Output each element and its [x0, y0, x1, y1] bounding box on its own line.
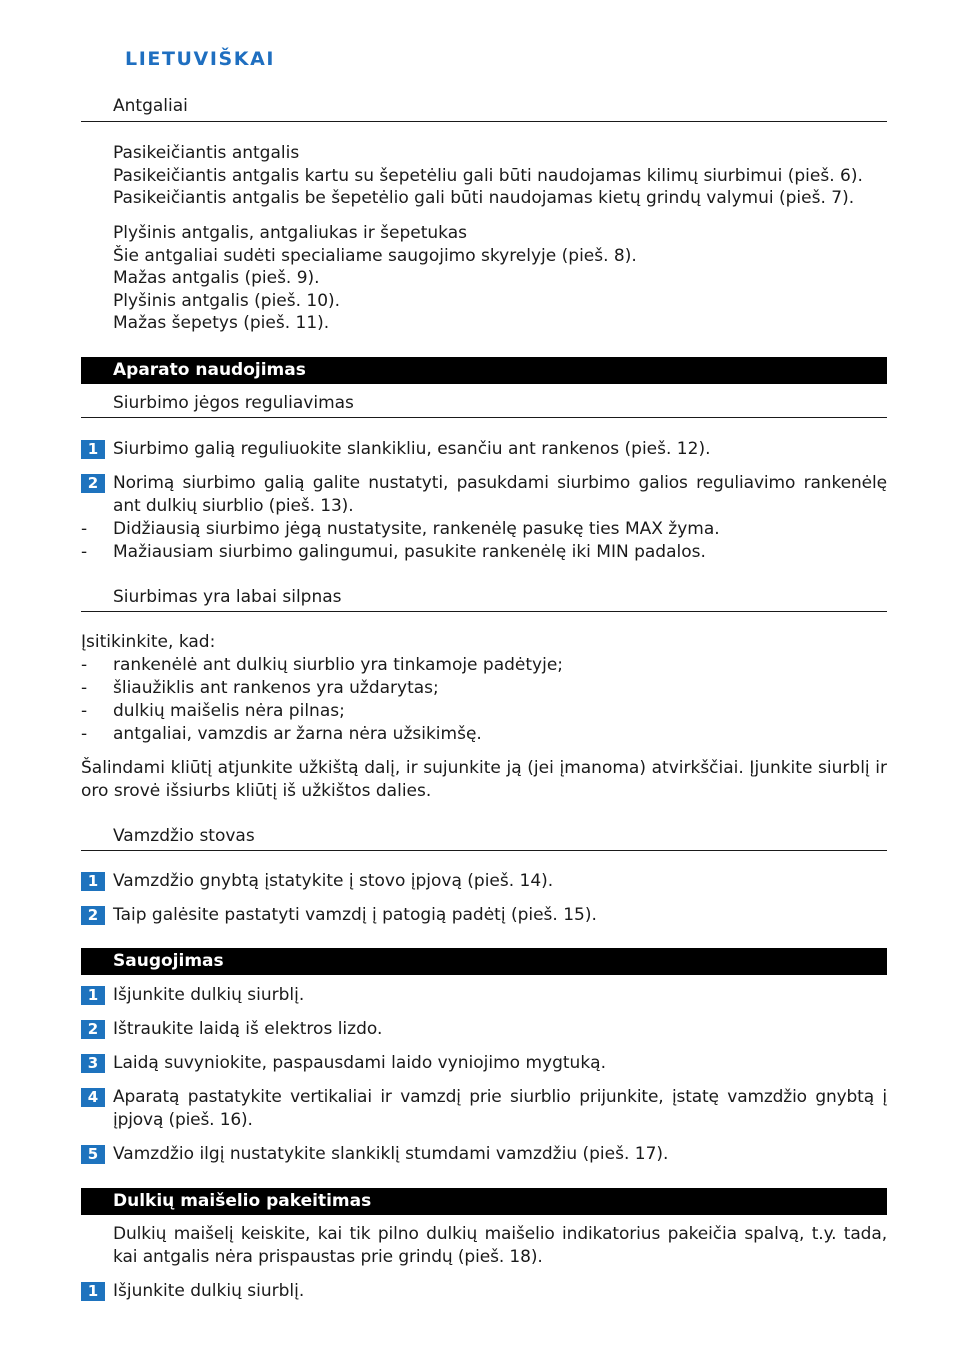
- paragraph-line: Mažas antgalis (pieš. 9).: [113, 268, 320, 288]
- subheading-antgaliai: Antgaliai: [113, 96, 188, 116]
- step-item: [81, 870, 887, 894]
- divider: [81, 611, 887, 612]
- paragraph-line: Šie antgaliai sudėti specialiame saugojimo skyrelyje (pieš. 8).: [113, 245, 637, 266]
- dash-marker: -: [81, 701, 88, 721]
- step-item: [81, 984, 887, 1008]
- dash-marker: -: [81, 678, 88, 698]
- section-heading: Saugojimas: [113, 951, 224, 971]
- section-heading-bar: [81, 948, 887, 975]
- subheading-stovas: Vamzdžio stovas: [113, 826, 255, 846]
- step-text: Laidą suvyniokite, paspausdami laido vyniojimo mygtuką.: [113, 1053, 606, 1073]
- step-item: [81, 1086, 887, 1132]
- step-number: 2: [81, 474, 105, 493]
- divider: [81, 417, 887, 418]
- paragraph-line: Pasikeičiantis antgalis be šepetėlio gali būti naudojamas kietų grindų valymui (pieš. 7).: [113, 188, 855, 208]
- paragraph-line: Pasikeičiantis antgalis kartu su šepetėliu gali būti naudojamas kilimų siurbimui (pieš. 6).: [113, 165, 863, 186]
- step-number: 1: [81, 986, 105, 1005]
- list-item-text: dulkių maišelis nėra pilnas;: [113, 701, 345, 721]
- step-number: 1: [81, 872, 105, 891]
- step-text: Vamzdžio ilgį nustatykite slankiklį stumdami vamzdžiu (pieš. 17).: [113, 1144, 669, 1164]
- step-number: 2: [81, 1020, 105, 1039]
- step-number: 3: [81, 1054, 105, 1073]
- section-heading-bar: [81, 1188, 887, 1215]
- step-text: Išjunkite dulkių siurblį.: [113, 985, 305, 1005]
- step-item: [81, 1018, 887, 1042]
- divider: [81, 850, 887, 851]
- dash-marker: -: [81, 519, 88, 539]
- dash-marker: -: [81, 655, 88, 675]
- language-label: LIETUVIŠKAI: [125, 48, 276, 70]
- divider: [81, 121, 887, 122]
- list-item-text: antgaliai, vamzdis ar žarna nėra užsikimšę.: [113, 723, 482, 744]
- step-item: [81, 438, 887, 462]
- step-number: 5: [81, 1145, 105, 1164]
- paragraph-title: Plyšinis antgalis, antgaliukas ir šepetukas: [113, 223, 468, 243]
- step-text: Siurbimo galią reguliuokite slankikliu, esančiu ant rankenos (pieš. 12).: [113, 439, 711, 459]
- list-item-text: šliaužiklis ant rankenos yra uždarytas;: [113, 678, 439, 698]
- list-item-text: Mažiausiam siurbimo galingumui, pasukite rankenėlę iki MIN padalos.: [113, 541, 706, 562]
- step-number: 4: [81, 1088, 105, 1107]
- step-item: [81, 1280, 887, 1304]
- list-item-text: rankenėlė ant dulkių siurblio yra tinkamoje padėtyje;: [113, 655, 564, 675]
- step-text: Aparatą pastatykite vertikaliai ir vamzdį prie siurblio prijunkite, įstatę vamzdžio gnybtą į įpjovą (pieš. 16).: [113, 1087, 887, 1130]
- step-text: Ištraukite laidą iš elektros lizdo.: [113, 1019, 383, 1039]
- subheading-siurbimo-jega: Siurbimo jėgos reguliavimas: [113, 393, 354, 413]
- paragraph-intro: Dulkių maišelį keiskite, kai tik pilno dulkių maišelio indikatorius pakeičia spalvą, t.y. tada, kai antgalis nėra prispaustas prie grindų (pieš. 18).: [113, 1224, 887, 1267]
- section-heading-bar: [81, 357, 887, 384]
- step-number: 1: [81, 1282, 105, 1301]
- list-item-text: Didžiausią siurbimo jėgą nustatysite, rankenėlę pasukę ties MAX žyma.: [113, 519, 720, 539]
- step-item: [81, 1052, 887, 1076]
- step-text: Išjunkite dulkių siurblį.: [113, 1281, 305, 1301]
- step-item: [81, 904, 887, 928]
- step-text: Taip galėsite pastatyti vamzdį į patogią padėtį (pieš. 15).: [113, 905, 597, 925]
- dash-marker: -: [81, 723, 88, 744]
- paragraph-intro: Įsitikinkite, kad:: [81, 632, 216, 652]
- subheading-silpnas: Siurbimas yra labai silpnas: [113, 587, 342, 607]
- paragraph-title: Pasikeičiantis antgalis: [113, 143, 300, 163]
- step-number: 1: [81, 440, 105, 459]
- step-text: Norimą siurbimo galią galite nustatyti, pasukdami siurbimo galios reguliavimo rankenėlę ant dulkių siurblio (pieš. 13).: [113, 473, 887, 516]
- step-item: [81, 1143, 887, 1167]
- section-heading: Aparato naudojimas: [113, 360, 306, 380]
- paragraph-line: Mažas šepetys (pieš. 11).: [113, 313, 330, 333]
- paragraph-line: Plyšinis antgalis (pieš. 10).: [113, 290, 341, 311]
- section-heading: Dulkių maišelio pakeitimas: [113, 1191, 372, 1211]
- paragraph-note: Šalindami kliūtį atjunkite užkištą dalį, ir sujunkite ją (jei įmanoma) atvirkščiai. Įjunkite siurblį ir oro srovė išsiurbs kliūtį iš užkištos dalies.: [81, 758, 887, 801]
- step-text: Vamzdžio gnybtą įstatykite į stovo įpjovą (pieš. 14).: [113, 871, 554, 891]
- step-number: 2: [81, 906, 105, 925]
- step-item: [81, 472, 887, 518]
- dash-marker: -: [81, 541, 88, 562]
